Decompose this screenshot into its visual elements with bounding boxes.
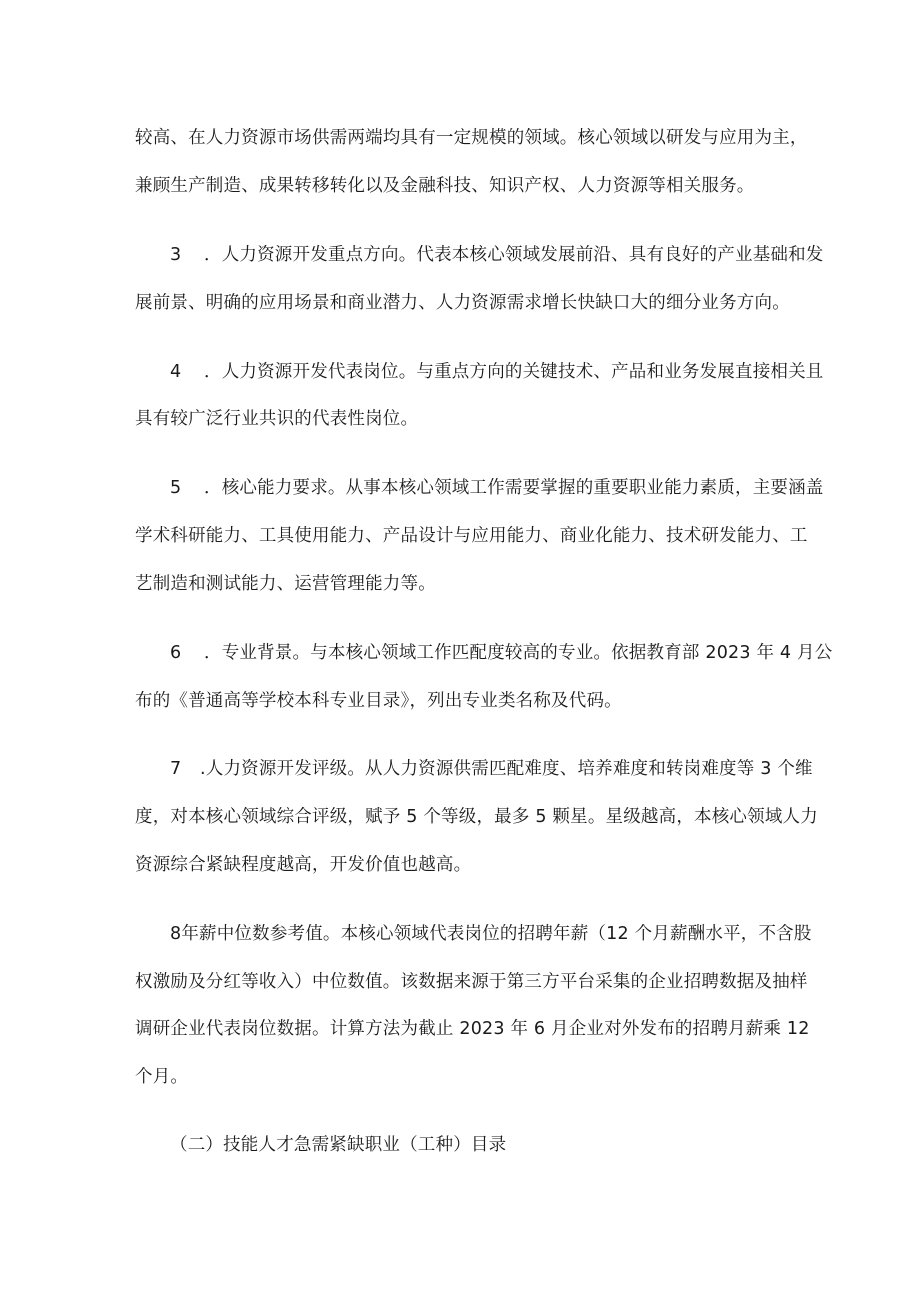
paragraph-intro-line-2: 兼顾生产制造、成果转移转化以及金融科技、知识产权、人力资源等相关服务。 — [135, 176, 755, 196]
paragraph-7-line-2: 度，对本核心领域综合评级，赋予 5 个等级，最多 5 颗星。星级越高，本核心领域人力 — [135, 807, 818, 827]
paragraph-8-line-4: 个月。 — [135, 1067, 189, 1087]
paragraph-3-text: ．人力资源开发重点方向。代表本核心领域发展前沿、具有良好的产业基础和发 — [204, 245, 824, 265]
paragraph-6-line-2: 布的《普通高等学校本科专业目录》，列出专业类名称及代码。 — [135, 691, 622, 711]
paragraph-4-text: ．人力资源开发代表岗位。与重点方向的关键技术、产品和业务发展直接相关且 — [204, 362, 824, 382]
paragraph-7-number: 7 — [170, 759, 182, 779]
paragraph-5-text: ．核心能力要求。从事本核心领域工作需要掌握的重要职业能力素质，主要涵盖 — [204, 478, 824, 498]
paragraph-6-text: ．专业背景。与本核心领域工作匹配度较高的专业。依据教育部 2023 年 4 月公 — [204, 643, 833, 663]
paragraph-3-number: 3 — [170, 245, 182, 265]
paragraph-6-number: 6 — [170, 643, 182, 663]
paragraph-6-line-1 — [170, 641, 832, 665]
paragraph-5-number: 5 — [170, 478, 182, 498]
paragraph-8-line-3: 调研企业代表岗位数据。计算方法为截止 2023 年 6 月企业对外发布的招聘月薪乘 12 — [135, 1019, 810, 1039]
paragraph-intro-line-1: 较高、在人力资源市场供需两端均具有一定规模的领域。核心领域以研发与应用为主， — [135, 128, 808, 148]
paragraph-4-line-1 — [170, 360, 824, 384]
paragraph-5-line-2: 学术科研能力、工具使用能力、产品设计与应用能力、商业化能力、技术研发能力、工 — [135, 526, 808, 546]
section-heading: （二）技能人才急需紧缺职业（工种）目录 — [170, 1135, 507, 1155]
paragraph-3-line-1 — [170, 243, 824, 267]
paragraph-8-line-1: 8年薪中位数参考值。本核心领域代表岗位的招聘年薪（12 个月薪酬水平，不含股 — [170, 924, 812, 944]
paragraph-7-text: .人力资源开发评级。从人力资源供需匹配难度、培养难度和转岗难度等 3 个维 — [200, 759, 813, 779]
paragraph-8-line-2: 权激励及分红等收入）中位数值。该数据来源于第三方平台采集的企业招聘数据及抽样 — [135, 972, 808, 992]
paragraph-4-line-2: 具有较广泛行业共识的代表性岗位。 — [135, 409, 419, 429]
paragraph-3-line-2: 展前景、明确的应用场景和商业潜力、人力资源需求增长快缺口大的细分业务方向。 — [135, 293, 790, 313]
paragraph-5-line-3: 艺制造和测试能力、运营管理能力等。 — [135, 574, 436, 594]
paragraph-7-line-1 — [170, 757, 813, 781]
paragraph-7-line-3: 资源综合紧缺程度越高，开发价值也越高。 — [135, 855, 472, 875]
paragraph-5-line-1 — [170, 476, 824, 500]
paragraph-4-number: 4 — [170, 362, 182, 382]
